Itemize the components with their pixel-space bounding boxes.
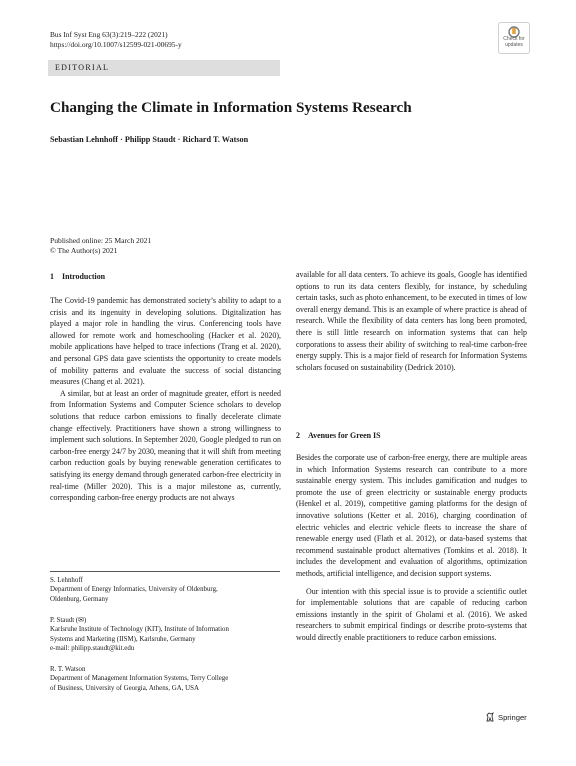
section-number: 2: [296, 431, 300, 440]
copyright-line: © The Author(s) 2021: [50, 245, 118, 255]
body-paragraph: A similar, but at least an order of magnitude greater, effort is needed from Information Systems and Computer Science scholars to develop solutions that reduce carbon emissions to finally decelerate climate change effectively. Practitioners have shown a strong willingness to implement such solutions. In September 2020, Google pledged to run on carbon-free energy 24/7 by 2030, meaning that it will shift from meeting carbon reduction goals by buying renewable generation certificates to satisfying its energy demand through generated carbon-free electricity in real-time (Miller 2020). This is a major milestone as, currently, corresponding carbon-free energy products are not always: [50, 388, 281, 503]
affiliation-line: Department of Management Information Systems, Terry College: [50, 675, 229, 683]
affiliation-line: Oldenburg, Germany: [50, 595, 109, 603]
springer-horse-icon: [485, 712, 495, 724]
author-name[interactable]: Philipp Staudt: [124, 135, 176, 144]
badge-line-2: updates: [505, 41, 523, 48]
affiliation-line: Department of Energy Informatics, University of Oldenburg,: [50, 586, 218, 594]
affiliation-line: Systems and Marketing (IISM), Karlsruhe, Germany: [50, 635, 196, 643]
check-for-updates-badge[interactable]: [498, 22, 530, 54]
body-paragraph: The Covid-19 pandemic has demonstrated society’s ability to adapt to a crisis and its ingenuity in developing solutions. Digitalization has played a major role in handling the virus. Conferencing tools have allowed for remote work and homeschooling (Hacker et al. 2020), mobile applications have helped to trace infections (Trang et al. 2020), and personal GPS data gave scientists the opportunity to create models of mobility patterns and evaluate the success of social distancing measures (Chang et al. 2021).: [50, 296, 281, 387]
author-list: [50, 135, 248, 144]
author-name[interactable]: Richard T. Watson: [182, 135, 249, 144]
journal-header: [50, 30, 182, 50]
affiliation-line: of Business, University of Georgia, Athens, GA, USA: [50, 684, 199, 692]
body-paragraph: Our intention with this special issue is to provide a scientific outlet for implementable solutions that are capable of reducing carbon emissions instantly in the spirit of Gholami et al. (2016). We asked researchers to submit empirical findings or describe proto-systems that would directly enable practitioners to reduce carbon emissions.: [296, 586, 527, 642]
author-separator: ·: [120, 135, 123, 144]
article-type: EDITORIAL: [55, 63, 110, 72]
affiliation-block: [50, 665, 282, 693]
article-type-band: [48, 60, 280, 76]
left-column-body: [50, 295, 281, 504]
affiliation-block: [50, 616, 282, 653]
affiliation-line: Karlsruhe Institute of Technology (KIT), Institute of Information: [50, 626, 229, 634]
badge-line-1: Check for: [503, 36, 525, 42]
publisher-name: Springer: [498, 713, 527, 722]
body-paragraph: Besides the corporate use of carbon-free energy, there are multiple areas in which Information Systems research can contribute to a more sustainable energy system. This includes gamification and nudges to promote the use of green electricity or sustainable energy products (Henkel et al. 2019), competitive gaming platforms for the design of innovative solutions (Ketter et al. 2016), charging coordination of electric vehicles and electric vehicle fleets to increase the share of renewable energy used (Flath et al. 2012), or data-based systems that recommend sustainable product alternatives (Tomkins et al. 2018). It includes the development and evaluation of algorithms, optimization methods, artificial intelligence, and decision support systems.: [296, 453, 527, 578]
doi-link[interactable]: https://doi.org/10.1007/s12599-021-00695-y: [50, 40, 182, 49]
article-title: Changing the Climate in Information Systems Research: [50, 99, 412, 116]
author-name[interactable]: Sebastian Lehnhoff: [50, 135, 119, 144]
publisher-mark: [485, 712, 527, 724]
section-title: Avenues for Green IS: [308, 431, 381, 440]
right-column-body-top: [296, 269, 527, 373]
section-number: 1: [50, 272, 54, 281]
affiliation-name: R. T. Watson: [50, 666, 86, 673]
email-link[interactable]: e-mail: philipp.staudt@kit.edu: [50, 644, 135, 652]
section-title: Introduction: [62, 272, 106, 281]
footnote-divider: [50, 571, 280, 572]
publication-info: [50, 236, 151, 255]
affiliation-name: S. Lehnhoff: [50, 577, 83, 584]
section-heading-2: [296, 431, 381, 440]
section-heading-1: [50, 272, 105, 281]
author-separator: ·: [177, 135, 181, 144]
journal-citation: Bus Inf Syst Eng 63(3):219–222 (2021): [50, 30, 168, 39]
body-paragraph: available for all data centers. To achieve its goals, Google has identified options to run its data centers flexibly, for instance, by scheduling certain tasks, such as photo enhancement, to be executed in times of low overall energy demand. This is an example of where practice is ahead of research. While the flexibility of data centers has long been promoted, there is still little research on information systems that can help corporations to assess their ability of switching to real-time carbon-free energy supply. This is a major field of research for Information Systems scholars focused on sustainability (Dedrick 2010).: [296, 270, 527, 372]
right-column-body-bottom: [296, 452, 527, 644]
published-date: Published online: 25 March 2021: [50, 236, 152, 245]
affiliation-name: P. Staudt (✉): [50, 617, 87, 624]
affiliation-block: [50, 576, 282, 604]
